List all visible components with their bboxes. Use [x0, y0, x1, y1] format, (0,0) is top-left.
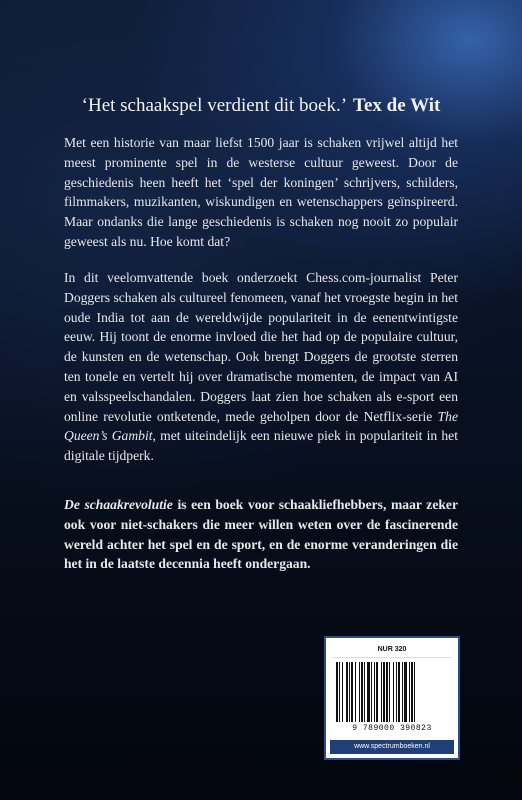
- book-title: De schaakrevolutie: [64, 497, 173, 512]
- barcode-bar: [389, 662, 390, 722]
- isbn-digits: 9 789000 390823: [352, 724, 432, 733]
- nur-code: NUR 320: [332, 642, 452, 658]
- barcode-bar: [351, 662, 353, 722]
- barcode-bar: [381, 662, 382, 722]
- barcode-bar: [374, 662, 375, 722]
- barcode-bar: [383, 662, 385, 722]
- barcode-bar: [349, 662, 350, 722]
- barcode-bar: [371, 662, 372, 722]
- blurb-quote: [40, 95, 482, 117]
- barcode-bar: [404, 662, 407, 722]
- barcode-bar: [414, 662, 415, 722]
- barcode-bar: [376, 662, 378, 722]
- barcode-bar: [361, 662, 363, 722]
- barcode-bar: [339, 662, 340, 722]
- barcode-bar: [364, 662, 365, 722]
- barcode-bar: [409, 662, 410, 722]
- barcode-bar: [393, 662, 394, 722]
- blurb-author: Tex de Wit: [353, 95, 441, 116]
- barcode-bar: [346, 662, 348, 722]
- barcode-bar: [411, 662, 413, 722]
- barcode-graphic: [336, 662, 448, 722]
- description-paragraph: [64, 268, 458, 466]
- intro-paragraph: Met een historie van maar liefst 1500 jaar is schaken vrijwel altijd het meest prominente spel in de westerse cultuur geweest. Door de geschiedenis heen heeft het ‘spel der koningen’ schrijvers, schilders, filmmakers, muzikanten, wiskundigen en wetenschappers geïnspireerd. Maar ondanks die lange geschiedenis is schaken nog nooit zo populair geweest als nu. Hoe komt dat?: [64, 135, 458, 249]
- barcode-panel: [324, 636, 460, 760]
- closing-text: is een boek voor schaakliefhebbers, maar zeker ook voor niet-schakers die meer willen weten over de fascinerende wereld achter het spel en de sport, en de enorme veranderingen die het in de laatste decennia heeft ondergaan.: [64, 497, 458, 572]
- description-text-2: , met uiteindelijk een nieuwe piek in populariteit in het digitale tijdperk.: [64, 428, 458, 464]
- barcode-bar: [396, 662, 397, 722]
- barcode-bar: [342, 662, 343, 722]
- barcode-bar: [398, 662, 400, 722]
- blurb-quote-text: ‘Het schaakspel verdient dit boek.’: [81, 95, 348, 116]
- barcode-bar: [367, 662, 370, 722]
- description-text-1: In dit veelomvattende boek onderzoekt Chess.com-journalist Peter Doggers schaken als cultureel fenomeen, vanaf het vroegste begin in het oude India tot aan de wereldwijde populariteit in de eenentwintigste eeuw. Hij toont de enorme invloed die het had op de populaire cultuur, de kunsten en de wetenschap. Ook brengt Doggers de grootste sterren ten tonele en vertelt hij over dramatische momenten, de impact van AI en valsspeelschandalen. Doggers laat zien hoe schaken als e-sport een online revolutie ontketende, mede geholpen door de Netflix-serie: [64, 270, 458, 424]
- barcode-bar: [355, 662, 356, 722]
- barcode-bar: [336, 662, 338, 722]
- publisher-website: www.spectrumboeken.nl: [330, 740, 454, 754]
- series-title: The Queen’s Gambit: [64, 408, 458, 444]
- barcode-bar: [359, 662, 360, 722]
- barcode-bar: [402, 662, 403, 722]
- barcode-bar: [386, 662, 388, 722]
- closing-paragraph: [64, 495, 458, 574]
